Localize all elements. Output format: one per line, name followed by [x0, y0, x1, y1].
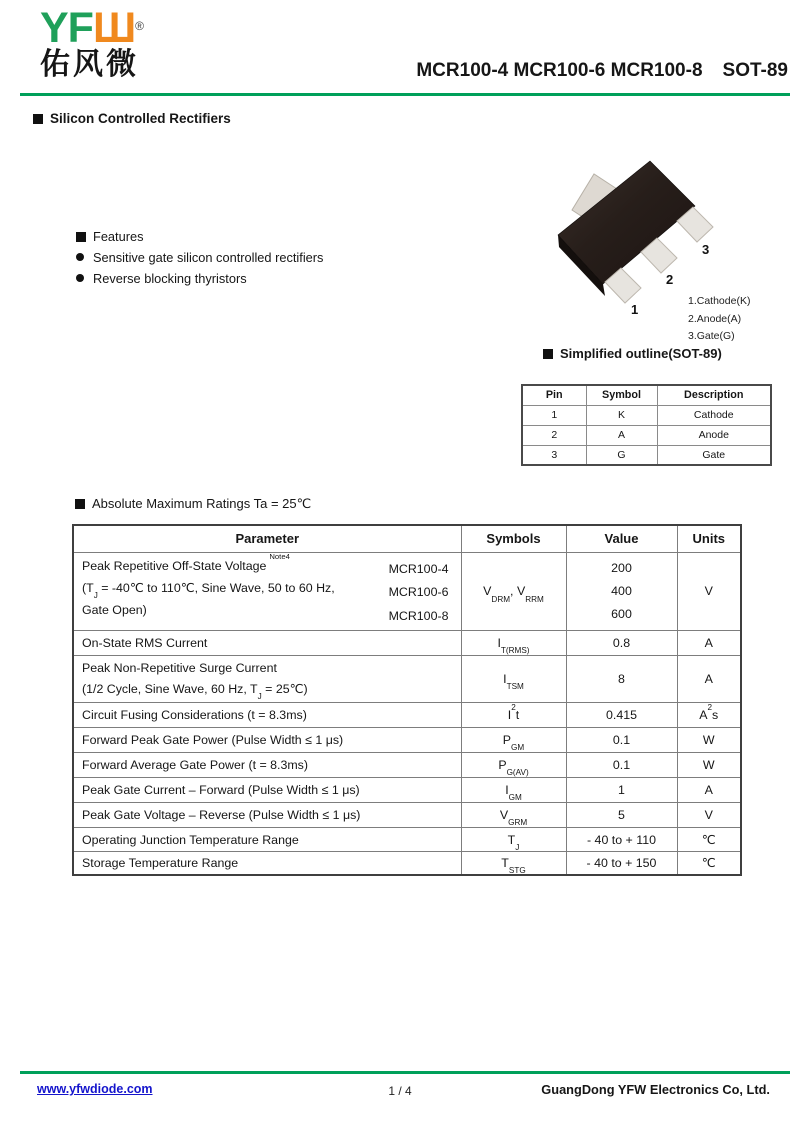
sym-base: I [507, 708, 512, 722]
symbol-cell [461, 828, 566, 852]
ratings-row-fusing [73, 703, 741, 728]
features-block [76, 226, 323, 289]
device-name: MCR100-4 [388, 561, 449, 576]
unit-cell: V [677, 552, 741, 631]
doc-section-heading [33, 111, 231, 126]
unit-cell: ℃ [677, 852, 741, 875]
parameter-cell: Circuit Fusing Considerations (t = 8.3ms) [73, 703, 461, 728]
features-heading [76, 226, 323, 247]
unit-cell: A [677, 631, 741, 656]
footer-page-number: 1 / 4 [388, 1084, 412, 1098]
footer-company: GuangDong YFW Electronics Co, Ltd. [541, 1082, 770, 1097]
feature-item-label: Reverse blocking thyristors [93, 271, 247, 286]
value-cell: 1 [566, 778, 677, 803]
title-package: SOT-89 [722, 60, 788, 81]
param-sub: J [257, 692, 262, 702]
parameter-col-header: Parameter [73, 525, 461, 552]
ratings-bullet-icon [75, 499, 85, 509]
symbol-cell [461, 753, 566, 778]
pin-legend [688, 293, 750, 346]
sym-sub: G(AV) [506, 768, 529, 778]
pin-callout-1: 1 [631, 302, 639, 317]
unit-frag: A [699, 708, 708, 722]
parameter-cell [73, 656, 461, 703]
ratings-row-junction-temp [73, 828, 741, 852]
pin-number: 2 [522, 425, 586, 445]
sym-sup: 2 [511, 702, 516, 712]
value-cell: 5 [566, 803, 677, 828]
sym-base: T [501, 855, 509, 870]
sym-base: V [483, 584, 492, 599]
param-frag: = -40℃ to 110℃, Sine Wave, 50 to 60 Hz, [97, 580, 335, 595]
parameter-cell: Operating Junction Temperature Range [73, 828, 461, 852]
param-line [82, 679, 453, 700]
symbol-col-header: Symbol [586, 385, 657, 405]
note-ref: Note4 [269, 552, 290, 562]
pin-description: Gate [657, 445, 771, 465]
value-cell: 0.1 [566, 753, 677, 778]
value: 200 [611, 560, 632, 575]
feature-item [76, 247, 323, 268]
param-frag: (1/2 Cycle, Sine Wave, 60 Hz, T [82, 682, 258, 696]
outline-heading-label: Simplified outline(SOT-89) [560, 346, 722, 361]
pin-number: 1 [522, 405, 586, 425]
symbol-cell [461, 703, 566, 728]
ratings-row-avg-gate-power [73, 753, 741, 778]
param-frag: = 25℃) [261, 682, 308, 696]
ratings-heading [75, 496, 311, 512]
param-line: Peak Non-Repetitive Surge Current [82, 661, 277, 675]
ratings-heading-label: Absolute Maximum Ratings Ta = 25℃ [92, 496, 312, 511]
value-cell: 0.1 [566, 728, 677, 753]
bullet-icon [76, 253, 84, 261]
registered-mark-icon: ® [135, 19, 144, 33]
sym-base: V [516, 584, 526, 599]
feature-item [76, 268, 323, 289]
sym-base: I [503, 672, 507, 686]
pin-col-header: Pin [522, 385, 586, 405]
pin-table-row [522, 405, 771, 425]
sym-base: P [502, 733, 512, 747]
sym-sub: GM [511, 743, 525, 753]
value-cell: - 40 to + 150 [566, 852, 677, 875]
param-sub: J [93, 590, 98, 600]
symbol-cell [461, 778, 566, 803]
parameter-cell: Forward Peak Gate Power (Pulse Width ≤ 1 μs) [73, 728, 461, 753]
features-bullet-icon [76, 232, 86, 242]
value-col-header: Value [566, 525, 677, 552]
parameter-cell: Forward Average Gate Power (t = 8.3ms) [73, 753, 461, 778]
sym-base: V [499, 808, 509, 822]
sym-base: t [515, 708, 520, 722]
ratings-table [72, 524, 742, 876]
sym-sub: DRM [491, 594, 511, 604]
features-heading-label: Features [93, 229, 144, 244]
value: 600 [611, 606, 632, 621]
header-rule [20, 93, 790, 96]
device-name: MCR100-6 [388, 585, 449, 599]
title-models: MCR100-4 MCR100-6 MCR100-8 [416, 60, 703, 81]
pin-legend-line: 1.Cathode(K) [688, 295, 751, 307]
symbol-cell [461, 852, 566, 875]
pin-symbol: A [586, 425, 657, 445]
symbol-cell [461, 803, 566, 828]
pin-legend-line: 2.Anode(A) [688, 312, 742, 325]
page-title [416, 60, 788, 82]
sym-sub: GRM [508, 818, 528, 828]
ratings-row-peak-gate-power [73, 728, 741, 753]
unit-sup: 2 [707, 702, 713, 712]
logo-w-glyph: Ш [92, 4, 136, 52]
ratings-row-gate-voltage [73, 803, 741, 828]
parameter-cell [73, 552, 461, 631]
brand-logo [40, 4, 144, 82]
sym-sub: GM [508, 793, 522, 803]
unit-frag: s [712, 708, 719, 722]
value-cell: 8 [566, 656, 677, 703]
sym-sub: J [515, 842, 520, 852]
ratings-row-rms-current [73, 631, 741, 656]
pin-symbol: K [586, 405, 657, 425]
unit-cell: ℃ [677, 828, 741, 852]
param-line [82, 577, 335, 599]
unit-cell: W [677, 728, 741, 753]
pin-description: Cathode [657, 405, 771, 425]
doc-section-label: Silicon Controlled Rectifiers [50, 111, 231, 126]
symbol-cell [461, 552, 566, 631]
units-col-header: Units [677, 525, 741, 552]
value-cell: 0.8 [566, 631, 677, 656]
parameter-cell: Peak Gate Voltage – Reverse (Pulse Width ≤ 1 μs) [73, 803, 461, 828]
sym-base: I [505, 783, 509, 797]
pin-description: Anode [657, 425, 771, 445]
sym-base: T [507, 832, 516, 847]
parameter-cell: Storage Temperature Range [73, 852, 461, 875]
footer-website-link[interactable]: www.yfwdiode.com [37, 1082, 153, 1096]
value-cell: - 40 to + 110 [566, 828, 677, 852]
value-cell [566, 552, 677, 631]
symbols-col-header: Symbols [461, 525, 566, 552]
sym-base: I [497, 636, 501, 650]
ratings-row-surge-current [73, 656, 741, 703]
sym-sub: STG [508, 866, 526, 876]
sym-sub: TSM [506, 682, 524, 692]
device-name: MCR100-8 [388, 608, 449, 623]
unit-cell: A [677, 778, 741, 803]
unit-cell: W [677, 753, 741, 778]
pin-callout-2: 2 [666, 272, 674, 287]
brand-logo-wordmark [40, 4, 144, 52]
symbol-cell [461, 656, 566, 703]
brand-logo-chinese: 佑风微 [40, 48, 139, 81]
sym-sep: , [510, 584, 517, 599]
ratings-header-row [73, 525, 741, 552]
logo-yf-text: YF [40, 4, 93, 52]
unit-cell: V [677, 803, 741, 828]
pin-legend-line: 3.Gate(G) [688, 330, 735, 342]
value: 400 [611, 583, 632, 598]
param-line: Peak Repetitive Off-State Voltage [82, 558, 267, 573]
sym-sub: RRM [525, 594, 544, 604]
sym-base: P [498, 758, 507, 772]
pin-table-row [522, 445, 771, 465]
pin-callout-3: 3 [702, 242, 710, 257]
outline-heading [543, 346, 722, 361]
unit-cell: A [677, 656, 741, 703]
pin-number: 3 [522, 445, 586, 465]
ratings-row-storage-temp [73, 852, 741, 875]
device-variants [389, 555, 453, 629]
ratings-row-gate-current [73, 778, 741, 803]
parameter-text [82, 552, 335, 621]
param-frag: (T [82, 580, 94, 595]
symbol-cell [461, 728, 566, 753]
pin-table-header-row [522, 385, 771, 405]
ratings-row-offstate-voltage [73, 552, 741, 631]
param-line: Gate Open) [82, 602, 147, 617]
sym-sub: T(RMS) [500, 646, 530, 656]
value-cell: 0.415 [566, 703, 677, 728]
pin-table [521, 384, 772, 466]
pin-table-row [522, 425, 771, 445]
symbol-cell [461, 631, 566, 656]
outline-bullet-icon [543, 349, 553, 359]
bullet-icon [76, 274, 84, 282]
feature-item-label: Sensitive gate silicon controlled rectifiers [93, 250, 324, 265]
footer-rule [20, 1071, 790, 1074]
description-col-header: Description [657, 385, 771, 405]
parameter-cell: On-State RMS Current [73, 631, 461, 656]
section-bullet-icon [33, 114, 43, 124]
unit-cell [677, 703, 741, 728]
parameter-cell: Peak Gate Current – Forward (Pulse Width ≤ 1 μs) [73, 778, 461, 803]
pin-symbol: G [586, 445, 657, 465]
